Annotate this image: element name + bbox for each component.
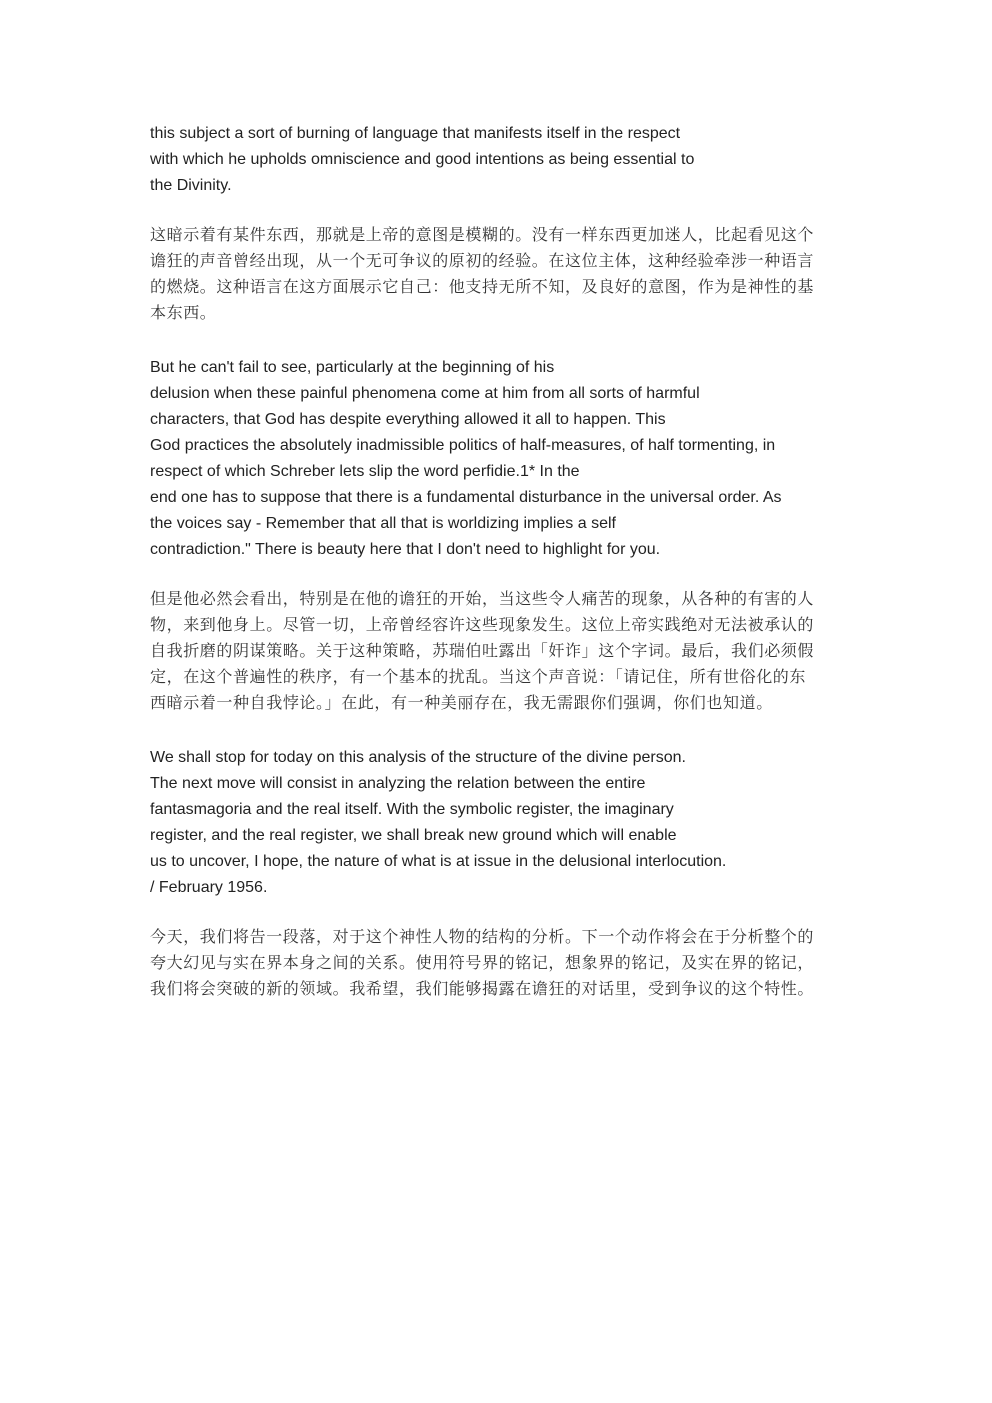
text-line: 今天，我们将告一段落，对于这个神性人物的结构的分析。下一个动作将会在于分析整个的 <box>150 927 815 946</box>
text-line: the Divinity. <box>150 177 232 194</box>
text-line: characters, that God has despite everything allowed it all to happen. This <box>150 411 666 428</box>
paragraph-en-3 <box>150 745 846 901</box>
paragraph-zh-1 <box>150 222 846 326</box>
text-line: fantasmagoria and the real itself. With the symbolic register, the imaginary <box>150 801 674 818</box>
text-line: 物，来到他身上。尽管一切，上帝曾经容许这些现象发生。这位上帝实践绝对无法被承认的 <box>150 615 815 634</box>
text-line: us to uncover, I hope, the nature of what is at issue in the delusional interlocution. <box>150 853 727 870</box>
text-line: 自我折磨的阴谋策略。关于这种策略，苏瑞伯吐露出「奸诈」这个字词。最后，我们必须假 <box>150 641 815 660</box>
text-line: / February 1956. <box>150 879 268 896</box>
text-line: respect of which Schreber lets slip the word perfidie.1* In the <box>150 463 580 480</box>
text-line: contradiction." There is beauty here that I don't need to highlight for you. <box>150 541 661 558</box>
text-line: 本东西。 <box>150 303 217 322</box>
text-line: this subject a sort of burning of language that manifests itself in the respect <box>150 125 681 142</box>
text-line: end one has to suppose that there is a fundamental disturbance in the universal order. As <box>150 489 782 506</box>
text-line: 西暗示着一种自我悖论。」在此，有一种美丽存在，我无需跟你们强调，你们也知道。 <box>150 693 773 712</box>
paragraph-en-1 <box>150 121 846 199</box>
text-line: God practices the absolutely inadmissible politics of half-measures, of half tormenting, in <box>150 437 776 454</box>
text-line: 这暗示着有某件东西，那就是上帝的意图是模糊的。没有一样东西更加迷人，比起看见这个 <box>150 225 815 244</box>
text-line: delusion when these painful phenomena come at him from all sorts of harmful <box>150 385 700 402</box>
paragraph-en-2 <box>150 355 846 563</box>
text-line: 我们将会突破的新的领域。我希望，我们能够揭露在谵狂的对话里，受到争议的这个特性。 <box>150 979 815 998</box>
text-line: But he can't fail to see, particularly at the beginning of his <box>150 359 555 376</box>
text-line: 夸大幻见与实在界本身之间的关系。使用符号界的铭记，想象界的铭记，及实在界的铭记， <box>150 953 815 972</box>
text-line: We shall stop for today on this analysis of the structure of the divine person. <box>150 749 686 766</box>
text-line: with which he upholds omniscience and good intentions as being essential to <box>150 151 695 168</box>
text-line: 谵狂的声音曾经出现，从一个无可争议的原初的经验。在这位主体，这种经验牵涉一种语言 <box>150 251 815 270</box>
text-line: The next move will consist in analyzing the relation between the entire <box>150 775 646 792</box>
paragraph-zh-2 <box>150 586 846 716</box>
text-line: 定，在这个普遍性的秩序，有一个基本的扰乱。当这个声音说：「请记住，所有世俗化的东 <box>150 667 807 686</box>
text-line: 但是他必然会看出，特别是在他的谵狂的开始，当这些令人痛苦的现象，从各种的有害的人 <box>150 589 815 608</box>
text-line: the voices say - Remember that all that is worldizing implies a self <box>150 515 616 532</box>
paragraph-zh-3 <box>150 924 846 1002</box>
text-line: 的燃烧。这种语言在这方面展示它自己：他支持无所不知，及良好的意图，作为是神性的基 <box>150 277 815 296</box>
text-line: register, and the real register, we shall break new ground which will enable <box>150 827 677 844</box>
